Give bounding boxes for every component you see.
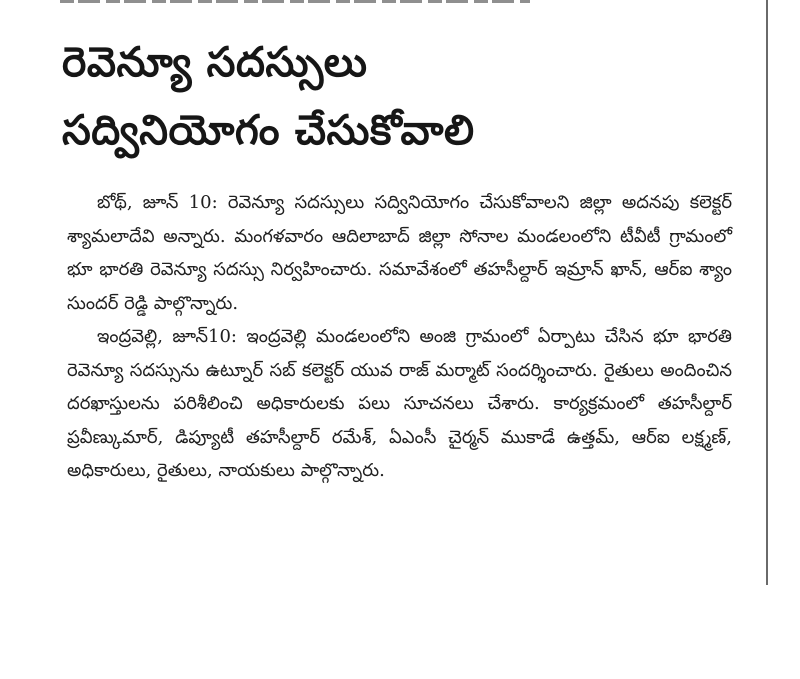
column-divider: [766, 0, 768, 585]
headline-line-2: సద్వినియోగం చేసుకోవాలి: [62, 106, 475, 154]
cropped-previous-article-line: [60, 0, 540, 6]
headline-line-1: రెవెన్యూ సదస్సులు: [62, 38, 368, 86]
article-paragraph-2: ఇంద్రవెల్లి, జూన్10: ఇంద్రవెల్లి మండలంలోని అంజి గ్రామంలో ఏర్పాటు చేసిన భూ భారతి రెవెన్యూ సదస్సును ఉట్నూర్ సబ్ కలెక్టర్ యువ రాజ్ మర్మాట్ సందర్శించారు. రైతులు అందించిన దరఖాస్తులను పరిశీలించి అధికారులకు పలు సూచనలు చేశారు. కార్యక్రమంలో తహసీల్దార్ ప్రవీణ్కుమార్, డిప్యూటీ తహసీల్దార్ రమేశ్, ఏఎంసీ చైర్మన్ ముకాడే ఉత్తమ్, ఆర్ఐ లక్ష్మణ్, అధికారులు, రైతులు, నాయకులు పాల్గొన్నారు.: [67, 326, 732, 481]
article-paragraph-1: బోథ్, జూన్ 10: రెవెన్యూ సదస్సులు సద్వినియోగం చేసుకోవాలని జిల్లా అదనపు కలెక్టర్ శ్యామలాదేవి అన్నారు. మంగళవారం ఆదిలాబాద్ జిల్లా సోనాల మండలంలోని టీవీటీ గ్రామంలో భూ భారతి రెవెన్యూ సదస్సు నిర్వహించారు. సమావేశంలో తహసీల్దార్ ఇమ్రాన్ ఖాన్, ఆర్ఐ శ్యాం సుందర్ రెడ్డి పాల్గొన్నారు.: [67, 192, 732, 314]
article-headline: [62, 28, 742, 164]
article-body: [67, 186, 732, 488]
